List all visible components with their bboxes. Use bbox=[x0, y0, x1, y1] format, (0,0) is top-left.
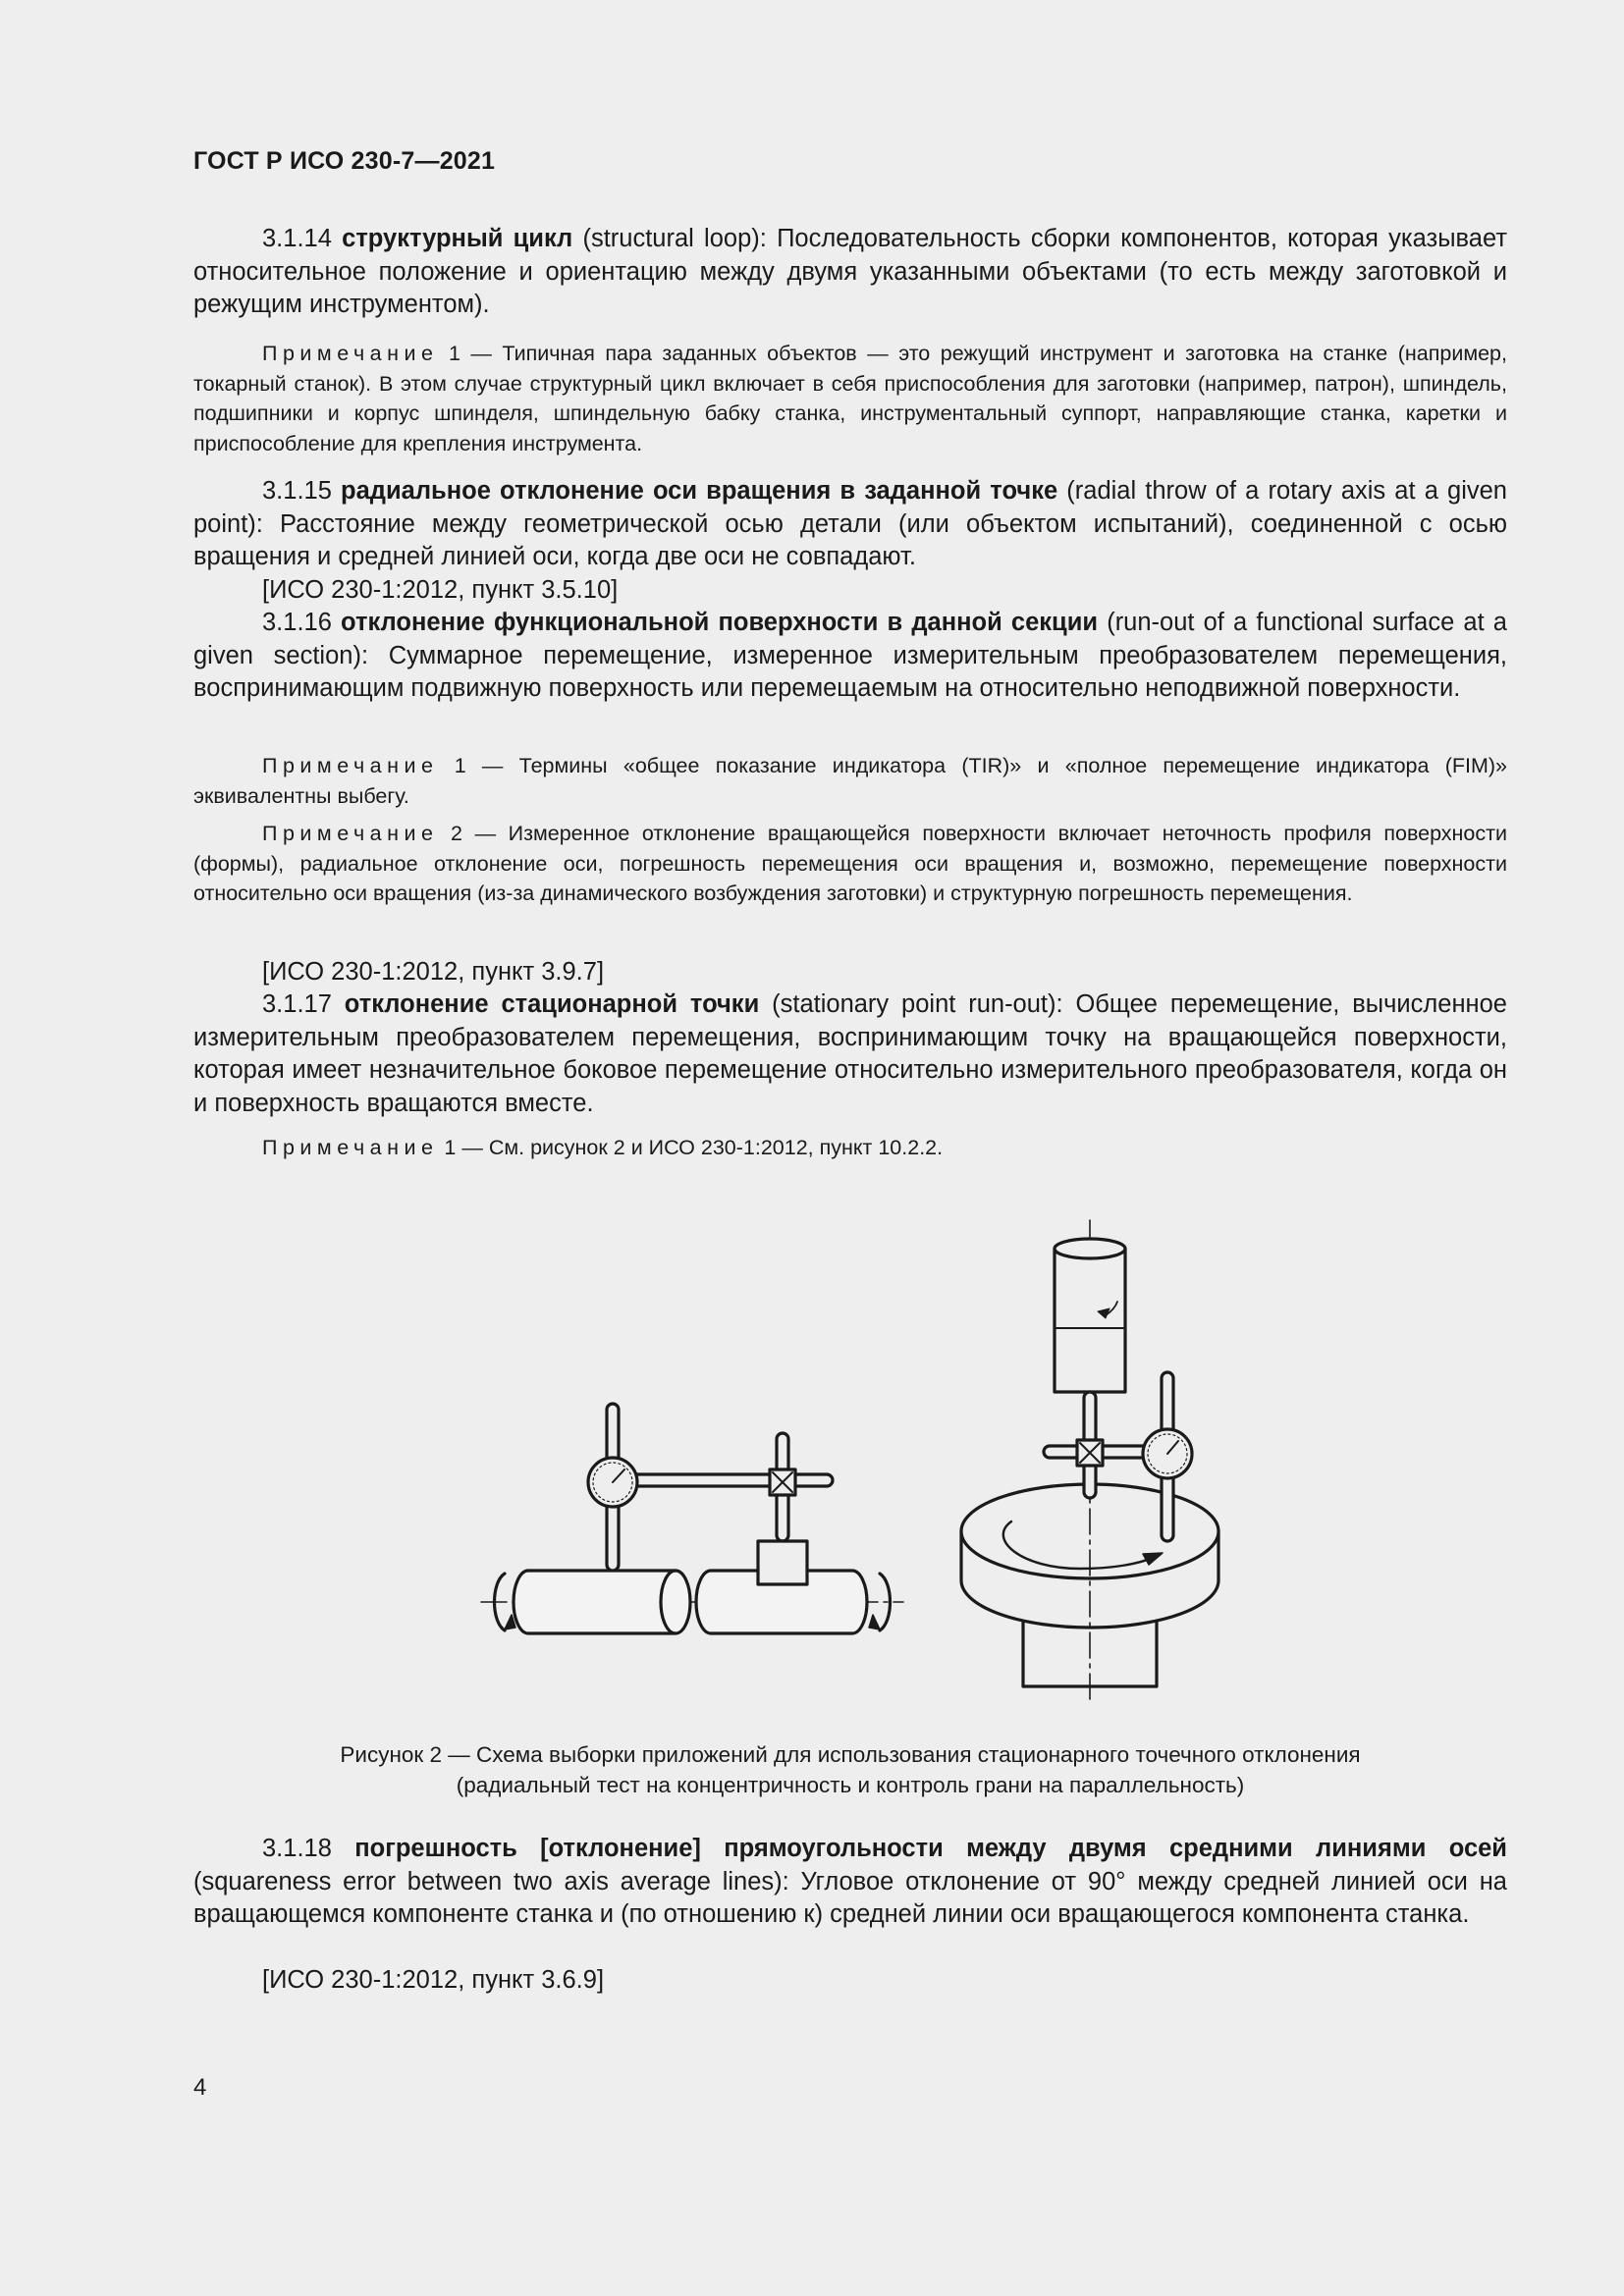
clause-term: радиальное отклонение оси вращения в заданной точке bbox=[341, 477, 1058, 505]
clause-term: отклонение функциональной поверхности в данной секции bbox=[341, 609, 1099, 636]
spindle-top bbox=[1055, 1239, 1125, 1258]
page-number: 4 bbox=[193, 2074, 207, 2101]
reference-3-1-18: [ИСО 230-1:2012, пункт 3.6.9] bbox=[262, 1966, 605, 1994]
caption-line-1: Рисунок 2 — Схема выборки приложений для использования стационарного точечного отклонения bbox=[340, 1742, 1361, 1767]
horizontal-rod bbox=[628, 1474, 833, 1486]
clause-3-1-17 bbox=[193, 988, 1507, 1120]
figure-caption bbox=[193, 1740, 1507, 1800]
caption-line-2: (радиальный тест на концентричность и контроль грани на параллельность) bbox=[456, 1772, 1245, 1797]
reference-3-1-16: [ИСО 230-1:2012, пункт 3.9.7] bbox=[262, 958, 605, 986]
clause-number: 3.1.18 bbox=[262, 1835, 332, 1862]
clause-3-1-14 bbox=[193, 223, 1507, 322]
clause-3-1-16 bbox=[193, 607, 1507, 706]
note-label: Примечание bbox=[262, 342, 439, 365]
note-text: 2 — Измеренное отклонение вращающейся поверхности включает неточность профиля поверхности (формы), радиальное отклонение оси, погрешность перемещения оси вращения и, возможно, перемещение поверхности относительно оси вращения (из-за динамического возбуждения заготовки) и структурную погрешность перемещения. bbox=[193, 822, 1507, 905]
clause-text: (structural loop): Последовательность сборки компонентов, которая указывает относительное положение и ориентацию между двумя указанными объектами (то есть между заготовкой и режущим инструментом). bbox=[193, 225, 1508, 318]
clause-3-1-15 bbox=[193, 475, 1507, 574]
note1-3-1-16 bbox=[193, 751, 1507, 811]
clause-number: 3.1.16 bbox=[262, 609, 332, 636]
face-test-setup bbox=[961, 1220, 1218, 1705]
document-header: ГОСТ Р ИСО 230-7—2021 bbox=[193, 147, 496, 175]
magnetic-base bbox=[758, 1541, 807, 1584]
clause-text: (run-out of a functional surface at a given section): Суммарное перемещение, измеренное измерительным преобразователем перемещения, воспринимающим подвижную поверхность или перемещаемым на относительно неподвижной поверхности. bbox=[193, 609, 1507, 702]
note-label: Примечание bbox=[262, 754, 439, 777]
clause-number: 3.1.15 bbox=[262, 477, 332, 505]
clause-term: погрешность [отклонение] прямоугольности между двумя средними линиями осей bbox=[354, 1835, 1507, 1862]
radial-test-setup bbox=[481, 1404, 903, 1633]
reference-3-1-15: [ИСО 230-1:2012, пункт 3.5.10] bbox=[262, 576, 619, 604]
clause-text: (stationary point run-out): Общее перемещение, вычисленное измерительным преобразователем перемещения, воспринимающим точку на вращающейся поверхности, которая имеет незначительное боковое перемещение относительно измерительного преобразователя, когда он и поверхность вращаются вместе. bbox=[193, 990, 1507, 1117]
clause-text: (squareness error between two axis average lines): Угловое отклонение от 90° между средней линией оси на вращающемся компоненте станка и (по отношению к) средней линии оси вращающегося компонента станка. bbox=[193, 1867, 1507, 1928]
clause-number: 3.1.17 bbox=[262, 990, 332, 1018]
arrow-head bbox=[869, 1615, 880, 1629]
note-3-1-17 bbox=[193, 1133, 1507, 1163]
clause-term: структурный цикл bbox=[342, 225, 573, 252]
note-3-1-14 bbox=[193, 339, 1507, 458]
note-text: 1 — Типичная пара заданных объектов — это режущий инструмент и заготовка на станке (например, токарный станок). В этом случае структурный цикл включает в себя приспособления для заготовки (например, патрон), шпиндель, подшипники и корпус шпинделя, шпиндельную бабку станка, инструментальный суппорт, направляющие станка, каретки и приспособление для крепления инструмента. bbox=[193, 342, 1507, 455]
note-label: Примечание bbox=[262, 1136, 439, 1159]
clause-term: отклонение стационарной точки bbox=[344, 990, 760, 1018]
spindle-cylinder bbox=[1055, 1249, 1125, 1392]
clause-text: (radial throw of a rotary axis at a given point): Расстояние между геометрической осью детали (или объектом испытаний), соединенной с осью вращения и средней линией оси, когда две оси не совпадают. bbox=[193, 477, 1507, 570]
figure-2-diagram bbox=[471, 1212, 1237, 1713]
note-text: 1 — Термины «общее показание индикатора (TIR)» и «полное перемещение индикатора (FIM)» эквивалентны выбегу. bbox=[193, 754, 1507, 808]
clause-3-1-18 bbox=[193, 1833, 1507, 1932]
clause-number: 3.1.14 bbox=[262, 225, 332, 252]
note2-3-1-16 bbox=[193, 819, 1507, 909]
note-label: Примечание bbox=[262, 822, 439, 845]
note-text: 1 — См. рисунок 2 и ИСО 230-1:2012, пункт 10.2.2. bbox=[438, 1136, 944, 1159]
